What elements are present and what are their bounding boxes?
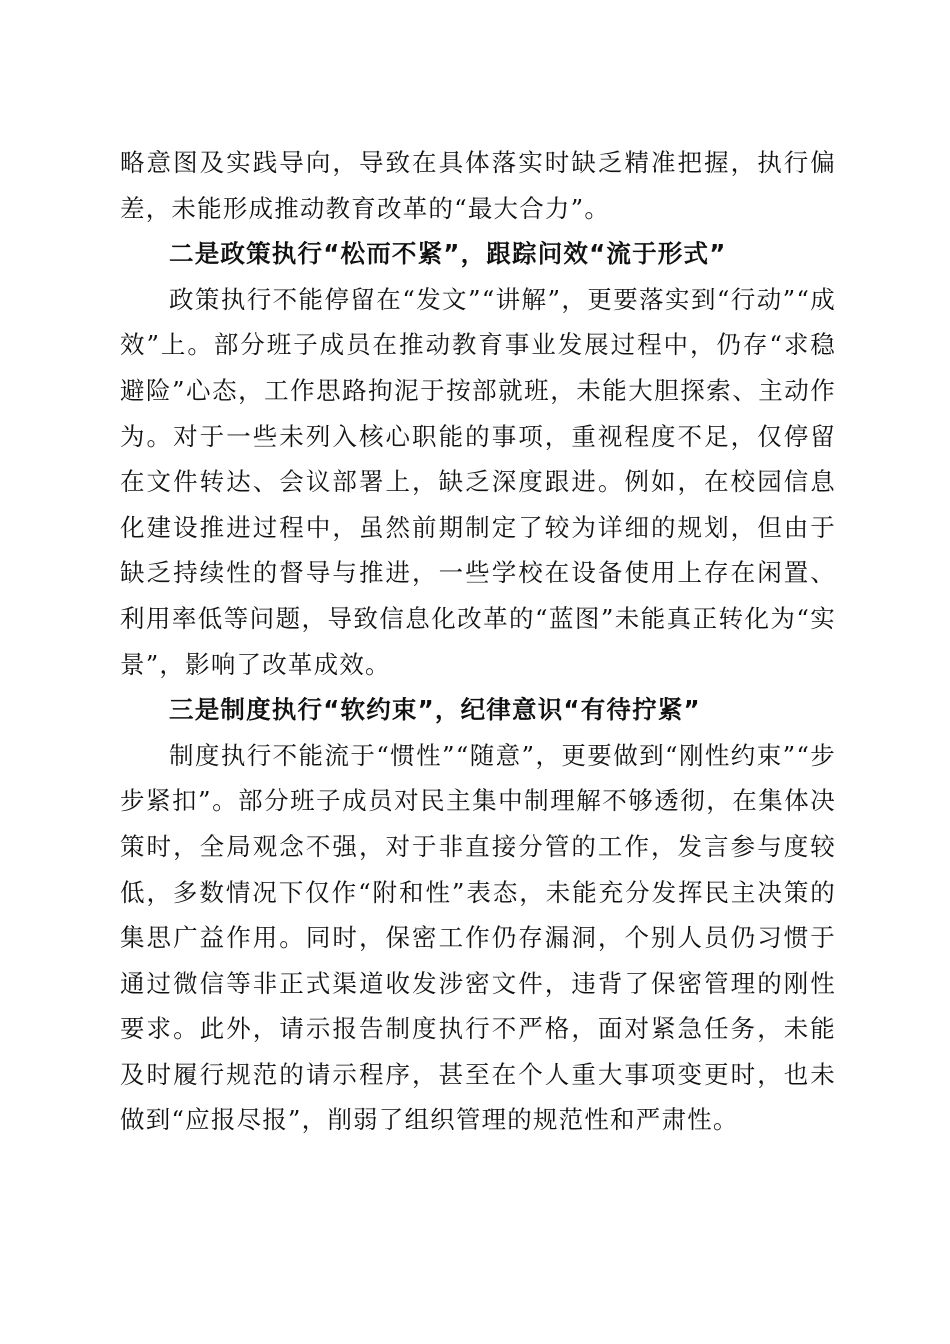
paragraph-continuation: 略意图及实践导向，导致在具体落实时缺乏精准把握，执行偏差，未能形成推动教育改革的“最大合力”。 bbox=[120, 148, 836, 223]
section-heading-two: 二是政策执行“松而不紧”，跟踪问效“流于形式” bbox=[169, 239, 727, 269]
paragraph-policy-execution: 政策执行不能停留在“发文”“讲解”，更要落实到“行动”“成效”上。部分班子成员在推动教育事业发展过程中，仍存“求稳避险”心态，工作思路拘泥于按部就班，未能大胆探索、主动作为。对于一些未列入核心职能的事项，重视程度不足，仅停留在文件转达、会议部署上，缺乏深度跟进。例如，在校园信息化建设推进过程中，虽然前期制定了较为详细的规划，但由于缺乏持续性的督导与推进，一些学校在设备使用上存在闲置、利用率低等问题，导致信息化改革的“蓝图”未能真正转化为“实景”，影响了改革成效。 bbox=[120, 284, 836, 679]
document-body bbox=[120, 140, 836, 1143]
paragraph-system-execution: 制度执行不能流于“惯性”“随意”，更要做到“刚性约束”“步步紧扣”。部分班子成员对民主集中制理解不够透彻，在集体决策时，全局观念不强，对于非直接分管的工作，发言参与度较低，多数情况下仅作“附和性”表态，未能充分发挥民主决策的集思广益作用。同时，保密工作仍存漏洞，个别人员仍习惯于通过微信等非正式渠道收发涉密文件，违背了保密管理的刚性要求。此外，请示报告制度执行不严格，面对紧急任务，未能及时履行规范的请示程序，甚至在个人重大事项变更时，也未做到“应报尽报”，削弱了组织管理的规范性和严肃性。 bbox=[120, 740, 836, 1135]
section-heading-three: 三是制度执行“软约束”，纪律意识“有待拧紧” bbox=[169, 695, 701, 725]
